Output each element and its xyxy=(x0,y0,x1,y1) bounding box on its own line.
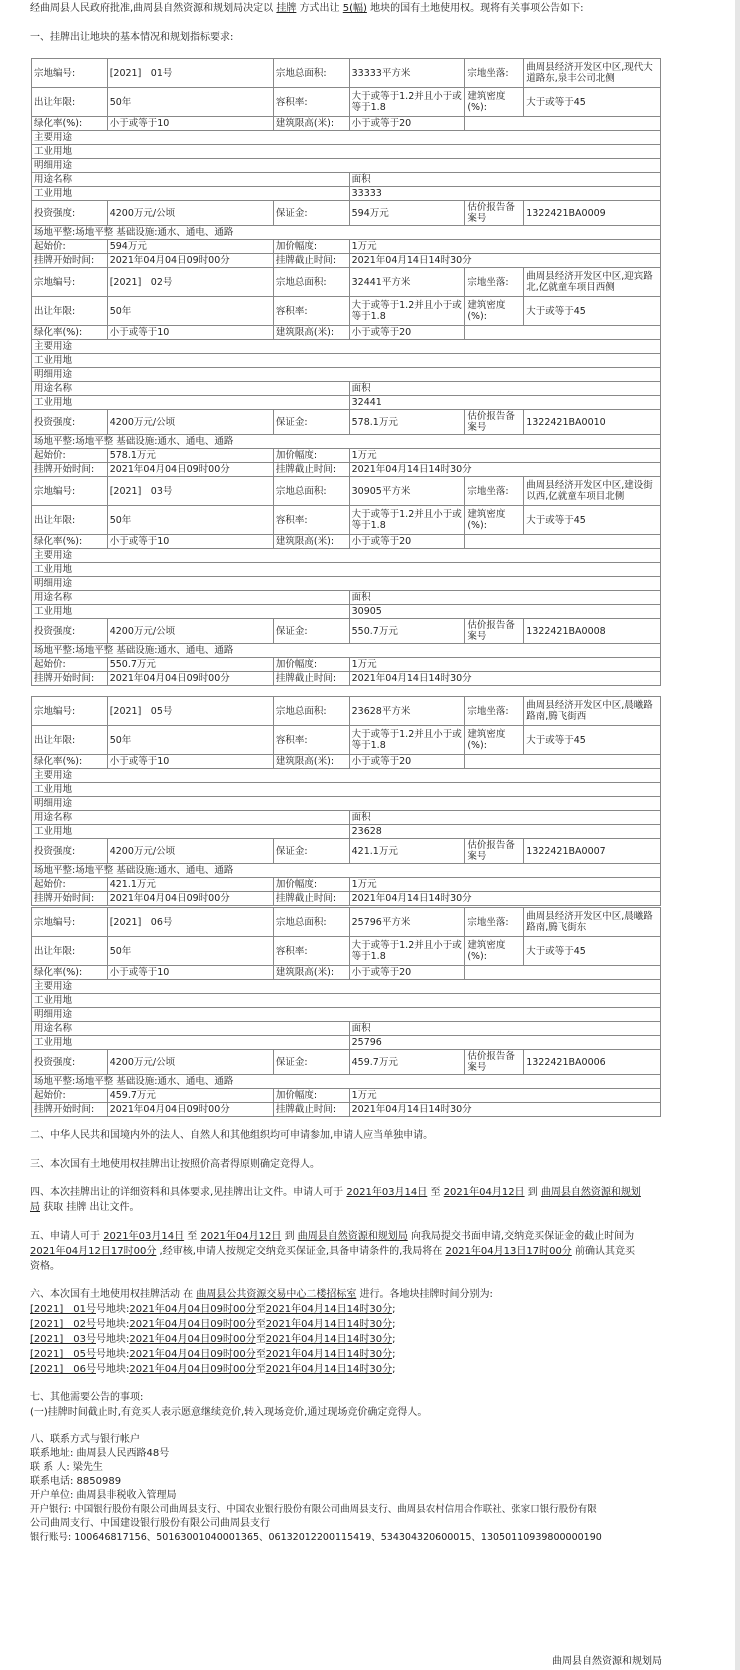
parcel-area: 32441平方米 xyxy=(349,268,465,297)
label-detail-use: 明细用途 xyxy=(32,577,661,591)
parcel-end-time: 2021年04月14日14时30分 xyxy=(349,463,660,477)
label-invest: 投资强度: xyxy=(32,410,108,435)
parcel-area: 25796平方米 xyxy=(349,908,465,937)
parcel-use-area: 33333 xyxy=(349,187,660,201)
sec5-text4: 前确认其竞买 xyxy=(575,1246,635,1257)
parcel-site: 场地平整 基础设施:通水、通电、通路 xyxy=(75,645,234,656)
label-start-price: 起始价: xyxy=(32,449,108,463)
contact-address: 联系地址: 曲周县人民西路48号 xyxy=(30,1448,170,1459)
schedule-mid: 号地块: xyxy=(95,1334,130,1345)
intro-method: 挂牌 xyxy=(276,3,297,14)
intro-count: 5(幅) xyxy=(342,3,367,14)
label-report: 估价报告备案号 xyxy=(465,839,524,864)
label-invest: 投资强度: xyxy=(32,201,108,226)
schedule-to: 至 xyxy=(255,1319,266,1330)
schedule-semicolon: ; xyxy=(392,1349,396,1360)
parcel-start-price: 421.1万元 xyxy=(107,878,273,892)
parcel-end-time: 2021年04月14日14时30分 xyxy=(349,892,660,906)
parcel-start-price: 578.1万元 xyxy=(107,449,273,463)
label-green: 绿化率(%): xyxy=(32,755,108,769)
parcel-table xyxy=(31,476,661,686)
parcel-location: 曲周县经济开发区中区,迎宾路北,亿就童车项目西侧 xyxy=(524,268,661,297)
label-industrial-use: 工业用地 xyxy=(32,396,350,410)
label-location: 宗地坐落: xyxy=(465,908,524,937)
label-location: 宗地坐落: xyxy=(465,268,524,297)
parcel-location: 曲周县经济开发区中区,现代大道路东,泉丰公司北侧 xyxy=(524,59,661,88)
parcel-far: 大于或等于1.2并且小于或等于1.8 xyxy=(349,937,465,966)
label-far: 容积率: xyxy=(273,726,349,755)
section3: 三、本次国有土地使用权挂牌出让按照价高者得原则确定竞得人。 xyxy=(30,1159,320,1170)
label-detail-use: 明细用途 xyxy=(32,368,661,382)
label-increment: 加价幅度: xyxy=(273,1089,349,1103)
parcel-invest: 4200万元/公顷 xyxy=(107,201,273,226)
label-increment: 加价幅度: xyxy=(273,240,349,254)
parcel-deposit: 578.1万元 xyxy=(349,410,465,435)
label-report: 估价报告备案号 xyxy=(465,201,524,226)
label-industrial: 工业用地 xyxy=(32,783,661,797)
label-density: 建筑密度(%): xyxy=(465,506,524,535)
parcel-location: 曲周县经济开发区中区,建设街以西,亿就童车项目北侧 xyxy=(524,477,661,506)
section5-line3: 资格。 xyxy=(30,1261,60,1272)
label-site: 场地平整: xyxy=(34,227,76,238)
parcel-increment: 1万元 xyxy=(349,878,660,892)
schedule-parcel-no: [2021] 03号 xyxy=(30,1334,96,1345)
section5-line2 xyxy=(30,1244,670,1260)
label-start-time: 挂牌开始时间: xyxy=(32,254,108,268)
label-location: 宗地坐落: xyxy=(465,59,524,88)
parcel-location: 曲周县经济开发区中区,晨曦路路南,腾飞街西 xyxy=(524,697,661,726)
parcel-start-time: 2021年04月04日09时00分 xyxy=(107,1103,273,1117)
schedule-row xyxy=(30,1347,670,1363)
parcel-height: 小于或等于20 xyxy=(349,535,465,549)
sec5-date-end: 2021年04月12日 xyxy=(200,1231,282,1242)
schedule-start: 2021年04月04日09时00分 xyxy=(129,1319,256,1330)
empty-cell xyxy=(465,966,661,980)
label-location: 宗地坐落: xyxy=(465,477,524,506)
parcel-site: 场地平整 基础设施:通水、通电、通路 xyxy=(75,865,234,876)
label-height: 建筑限高(米): xyxy=(273,326,349,340)
parcel-term: 50年 xyxy=(107,88,273,117)
parcel-green: 小于或等于10 xyxy=(107,535,273,549)
sec5-text3: ,经审核,申请人按规定交纳竞买保证金,具备申请条件的,我局将在 xyxy=(159,1246,443,1257)
label-deposit: 保证金: xyxy=(273,839,349,864)
parcel-density: 大于或等于45 xyxy=(524,297,661,326)
empty-cell xyxy=(465,755,661,769)
sec5-text2: 向我局提交书面申请,交纳竞买保证金的截止时间为 xyxy=(410,1231,635,1242)
label-total-area: 宗地总面积: xyxy=(273,268,349,297)
label-end-time: 挂牌截止时间: xyxy=(273,892,349,906)
parcel-report: 1322421BA0008 xyxy=(524,619,661,644)
label-term: 出让年限: xyxy=(32,506,108,535)
label-use-name: 用途名称 xyxy=(32,173,350,187)
account-banks: 开户银行: 中国银行股份有限公司曲周县支行、中国农业银行股份有限公司曲周县支行、曲周县农村信用合作联社、张家口银行股份有限 xyxy=(30,1504,597,1515)
label-industrial: 工业用地 xyxy=(32,563,661,577)
scrollbar[interactable] xyxy=(735,0,740,1670)
schedule-mid: 号地块: xyxy=(95,1304,130,1315)
sec4-org: 曲周县自然资源和规划 xyxy=(540,1187,641,1198)
label-industrial-use: 工业用地 xyxy=(32,187,350,201)
sec5-confirm-deadline: 2021年04月13日17时00分 xyxy=(445,1246,572,1257)
label-term: 出让年限: xyxy=(32,297,108,326)
schedule-row xyxy=(30,1332,670,1348)
label-main-use: 主要用途 xyxy=(32,769,661,783)
parcel-far: 大于或等于1.2并且小于或等于1.8 xyxy=(349,297,465,326)
parcel-green: 小于或等于10 xyxy=(107,755,273,769)
label-industrial: 工业用地 xyxy=(32,994,661,1008)
schedule-end: 2021年04月14日14时30分 xyxy=(265,1304,393,1315)
parcel-end-time: 2021年04月14日14时30分 xyxy=(349,1103,660,1117)
parcel-start-price: 550.7万元 xyxy=(107,658,273,672)
schedule-parcel-no: [2021] 05号 xyxy=(30,1349,96,1360)
label-increment: 加价幅度: xyxy=(273,449,349,463)
sec5-at: 到 xyxy=(284,1231,295,1242)
schedule-semicolon: ; xyxy=(392,1304,396,1315)
label-use-name: 用途名称 xyxy=(32,811,350,825)
label-term: 出让年限: xyxy=(32,937,108,966)
empty-cell xyxy=(465,117,661,131)
label-report: 估价报告备案号 xyxy=(465,1050,524,1075)
schedule-start: 2021年04月04日09时00分 xyxy=(129,1364,256,1375)
label-industrial: 工业用地 xyxy=(32,354,661,368)
label-parcel-no: 宗地编号: xyxy=(32,477,108,506)
parcel-report: 1322421BA0006 xyxy=(524,1050,661,1075)
schedule-row xyxy=(30,1362,670,1378)
label-use-name: 用途名称 xyxy=(32,591,350,605)
label-far: 容积率: xyxy=(273,937,349,966)
schedule-parcel-no: [2021] 02号 xyxy=(30,1319,96,1330)
parcel-height: 小于或等于20 xyxy=(349,755,465,769)
parcel-report: 1322421BA0007 xyxy=(524,839,661,864)
schedule-to: 至 xyxy=(255,1334,266,1345)
parcel-no: [2021] 01号 xyxy=(107,59,273,88)
label-main-use: 主要用途 xyxy=(32,340,661,354)
label-green: 绿化率(%): xyxy=(32,966,108,980)
label-main-use: 主要用途 xyxy=(32,131,661,145)
label-green: 绿化率(%): xyxy=(32,326,108,340)
schedule-semicolon: ; xyxy=(392,1364,396,1375)
schedule-row xyxy=(30,1302,670,1318)
contact-phone: 联系电话: 8850989 xyxy=(30,1476,122,1487)
parcel-invest: 4200万元/公顷 xyxy=(107,1050,273,1075)
label-report: 估价报告备案号 xyxy=(465,619,524,644)
label-height: 建筑限高(米): xyxy=(273,755,349,769)
parcel-no: [2021] 03号 xyxy=(107,477,273,506)
parcel-density: 大于或等于45 xyxy=(524,506,661,535)
label-deposit: 保证金: xyxy=(273,410,349,435)
parcel-start-time: 2021年04月04日09时00分 xyxy=(107,672,273,686)
label-site: 场地平整: xyxy=(34,645,76,656)
parcel-use-area: 23628 xyxy=(349,825,660,839)
parcel-site: 场地平整 基础设施:通水、通电、通路 xyxy=(75,1076,234,1087)
label-end-time: 挂牌截止时间: xyxy=(273,1103,349,1117)
parcel-green: 小于或等于10 xyxy=(107,966,273,980)
parcel-far: 大于或等于1.2并且小于或等于1.8 xyxy=(349,726,465,755)
parcel-no: [2021] 02号 xyxy=(107,268,273,297)
label-far: 容积率: xyxy=(273,88,349,117)
label-main-use: 主要用途 xyxy=(32,549,661,563)
label-detail-use: 明细用途 xyxy=(32,1008,661,1022)
label-far: 容积率: xyxy=(273,297,349,326)
schedule-parcel-no: [2021] 01号 xyxy=(30,1304,96,1315)
schedule-start: 2021年04月04日09时00分 xyxy=(129,1304,256,1315)
label-deposit: 保证金: xyxy=(273,1050,349,1075)
label-industrial-use: 工业用地 xyxy=(32,825,350,839)
sec5-date-start: 2021年03月14日 xyxy=(103,1231,185,1242)
label-start-price: 起始价: xyxy=(32,240,108,254)
parcel-term: 50年 xyxy=(107,506,273,535)
label-main-use: 主要用途 xyxy=(32,980,661,994)
label-total-area: 宗地总面积: xyxy=(273,477,349,506)
schedule-start: 2021年04月04日09时00分 xyxy=(129,1349,256,1360)
schedule-to: 至 xyxy=(255,1364,266,1375)
label-use-name: 用途名称 xyxy=(32,1022,350,1036)
sec4-date-start: 2021年03月14日 xyxy=(346,1187,428,1198)
parcel-use-area: 32441 xyxy=(349,396,660,410)
parcel-deposit: 421.1万元 xyxy=(349,839,465,864)
label-location: 宗地坐落: xyxy=(465,697,524,726)
label-report: 估价报告备案号 xyxy=(465,410,524,435)
schedule-mid: 号地块: xyxy=(95,1364,130,1375)
account-banks-2: 公司曲周支行、中国建设银行股份有限公司曲周县支行 xyxy=(30,1518,270,1529)
section7-title: 七、其他需要公告的事项: xyxy=(30,1392,144,1403)
parcel-start-price: 594万元 xyxy=(107,240,273,254)
parcel-increment: 1万元 xyxy=(349,449,660,463)
label-height: 建筑限高(米): xyxy=(273,966,349,980)
label-invest: 投资强度: xyxy=(32,619,108,644)
parcel-location: 曲周县经济开发区中区,晨曦路路南,腾飞街东 xyxy=(524,908,661,937)
label-industrial-use: 工业用地 xyxy=(32,1036,350,1050)
label-site: 场地平整: xyxy=(34,1076,76,1087)
parcel-no: [2021] 06号 xyxy=(107,908,273,937)
parcel-table xyxy=(31,696,661,906)
parcel-start-time: 2021年04月04日09时00分 xyxy=(107,463,273,477)
label-site: 场地平整: xyxy=(34,865,76,876)
label-detail-use: 明细用途 xyxy=(32,797,661,811)
sec4-text: 四、本次挂牌出让的详细资料和具体要求,见挂牌出让文件。申请人可于 xyxy=(30,1187,344,1198)
schedule-to: 至 xyxy=(255,1349,266,1360)
schedule-end: 2021年04月14日14时30分 xyxy=(265,1319,393,1330)
label-total-area: 宗地总面积: xyxy=(273,908,349,937)
parcel-use-area: 30905 xyxy=(349,605,660,619)
schedule-end: 2021年04月14日14时30分 xyxy=(265,1334,393,1345)
parcel-deposit: 459.7万元 xyxy=(349,1050,465,1075)
site-row xyxy=(32,644,661,658)
label-height: 建筑限高(米): xyxy=(273,117,349,131)
parcel-green: 小于或等于10 xyxy=(107,326,273,340)
sec4-to: 至 xyxy=(430,1187,441,1198)
label-start-time: 挂牌开始时间: xyxy=(32,1103,108,1117)
parcel-invest: 4200万元/公顷 xyxy=(107,410,273,435)
parcel-increment: 1万元 xyxy=(349,658,660,672)
parcel-height: 小于或等于20 xyxy=(349,117,465,131)
sec5-org: 曲周县自然资源和规划局 xyxy=(297,1231,408,1242)
sec5-deposit-deadline: 2021年04月12日17时00分 xyxy=(30,1246,157,1257)
parcel-invest: 4200万元/公顷 xyxy=(107,839,273,864)
parcel-height: 小于或等于20 xyxy=(349,326,465,340)
intro-paragraph xyxy=(30,1,670,17)
label-area: 面积 xyxy=(349,811,660,825)
label-increment: 加价幅度: xyxy=(273,878,349,892)
label-start-time: 挂牌开始时间: xyxy=(32,463,108,477)
label-area: 面积 xyxy=(349,591,660,605)
label-area: 面积 xyxy=(349,382,660,396)
label-parcel-no: 宗地编号: xyxy=(32,268,108,297)
intro-prefix: 经曲周县人民政府批准,曲周县自然资源和规划局决定以 xyxy=(30,3,274,14)
parcel-increment: 1万元 xyxy=(349,240,660,254)
section6 xyxy=(30,1287,670,1303)
site-row xyxy=(32,226,661,240)
label-start-time: 挂牌开始时间: xyxy=(32,892,108,906)
label-start-price: 起始价: xyxy=(32,878,108,892)
sec6-text2: 进行。各地块挂牌时间分别为: xyxy=(359,1289,493,1300)
empty-cell xyxy=(465,326,661,340)
parcel-term: 50年 xyxy=(107,726,273,755)
sec6-text: 六、本次国有土地使用权挂牌活动 在 xyxy=(30,1289,194,1300)
label-use-name: 用途名称 xyxy=(32,382,350,396)
schedule-parcel-no: [2021] 06号 xyxy=(30,1364,96,1375)
parcel-far: 大于或等于1.2并且小于或等于1.8 xyxy=(349,506,465,535)
parcel-start-time: 2021年04月04日09时00分 xyxy=(107,892,273,906)
schedule-end: 2021年04月14日14时30分 xyxy=(265,1364,393,1375)
account-unit: 开户单位: 曲周县非税收入管理局 xyxy=(30,1490,177,1501)
schedule-mid: 号地块: xyxy=(95,1319,130,1330)
signature: 曲周县自然资源和规划局 xyxy=(552,1656,662,1667)
site-row xyxy=(32,864,661,878)
parcel-density: 大于或等于45 xyxy=(524,937,661,966)
parcel-start-price: 459.7万元 xyxy=(107,1089,273,1103)
parcel-deposit: 594万元 xyxy=(349,201,465,226)
schedule-to: 至 xyxy=(255,1304,266,1315)
parcel-site: 场地平整 基础设施:通水、通电、通路 xyxy=(75,227,234,238)
site-row xyxy=(32,1075,661,1089)
label-parcel-no: 宗地编号: xyxy=(32,697,108,726)
label-end-time: 挂牌截止时间: xyxy=(273,254,349,268)
parcel-start-time: 2021年04月04日09时00分 xyxy=(107,254,273,268)
parcel-height: 小于或等于20 xyxy=(349,966,465,980)
parcel-green: 小于或等于10 xyxy=(107,117,273,131)
label-start-price: 起始价: xyxy=(32,658,108,672)
section4-line2 xyxy=(30,1200,670,1216)
parcel-site: 场地平整 基础设施:通水、通电、通路 xyxy=(75,436,234,447)
label-detail-use: 明细用途 xyxy=(32,159,661,173)
label-density: 建筑密度(%): xyxy=(465,297,524,326)
parcel-far: 大于或等于1.2并且小于或等于1.8 xyxy=(349,88,465,117)
section4 xyxy=(30,1185,670,1201)
sec5-text: 五、申请人可于 xyxy=(30,1231,100,1242)
parcel-end-time: 2021年04月14日14时30分 xyxy=(349,254,660,268)
schedule-semicolon: ; xyxy=(392,1319,396,1330)
label-site: 场地平整: xyxy=(34,436,76,447)
parcel-area: 33333平方米 xyxy=(349,59,465,88)
label-deposit: 保证金: xyxy=(273,619,349,644)
parcel-end-time: 2021年04月14日14时30分 xyxy=(349,672,660,686)
contact-person: 联 系 人: 梁先生 xyxy=(30,1462,103,1473)
label-invest: 投资强度: xyxy=(32,1050,108,1075)
label-density: 建筑密度(%): xyxy=(465,726,524,755)
section8-title: 八、联系方式与银行帐户 xyxy=(30,1434,140,1445)
section2: 二、中华人民共和国境内外的法人、自然人和其他组织均可申请参加,申请人应当单独申请。 xyxy=(30,1130,434,1141)
label-industrial: 工业用地 xyxy=(32,145,661,159)
account-numbers: 银行账号: 100646817156、50163001040001365、06132012200115419、534304320600015、13050110939800000190 xyxy=(30,1532,602,1543)
parcel-area: 30905平方米 xyxy=(349,477,465,506)
parcel-invest: 4200万元/公顷 xyxy=(107,619,273,644)
label-density: 建筑密度(%): xyxy=(465,937,524,966)
label-total-area: 宗地总面积: xyxy=(273,59,349,88)
parcel-report: 1322421BA0010 xyxy=(524,410,661,435)
label-term: 出让年限: xyxy=(32,88,108,117)
parcel-use-area: 25796 xyxy=(349,1036,660,1050)
label-area: 面积 xyxy=(349,173,660,187)
section1-title: 一、挂牌出让地块的基本情况和规划指标要求: xyxy=(30,32,234,43)
parcel-table xyxy=(31,58,661,268)
sec6-place: 曲周县公共资源交易中心二楼招标室 xyxy=(196,1289,357,1300)
section5 xyxy=(30,1229,670,1245)
site-row xyxy=(32,435,661,449)
parcel-no: [2021] 05号 xyxy=(107,697,273,726)
schedule-end: 2021年04月14日14时30分 xyxy=(265,1349,393,1360)
parcel-density: 大于或等于45 xyxy=(524,88,661,117)
sec4-at: 到 xyxy=(527,1187,538,1198)
parcel-report: 1322421BA0009 xyxy=(524,201,661,226)
label-parcel-no: 宗地编号: xyxy=(32,59,108,88)
label-start-time: 挂牌开始时间: xyxy=(32,672,108,686)
label-green: 绿化率(%): xyxy=(32,117,108,131)
label-green: 绿化率(%): xyxy=(32,535,108,549)
parcel-term: 50年 xyxy=(107,937,273,966)
label-deposit: 保证金: xyxy=(273,201,349,226)
schedule-row xyxy=(30,1317,670,1333)
label-end-time: 挂牌截止时间: xyxy=(273,672,349,686)
schedule-semicolon: ; xyxy=(392,1334,396,1345)
parcel-density: 大于或等于45 xyxy=(524,726,661,755)
label-density: 建筑密度(%): xyxy=(465,88,524,117)
parcel-table xyxy=(31,907,661,1117)
label-term: 出让年限: xyxy=(32,726,108,755)
empty-cell xyxy=(465,535,661,549)
schedule-start: 2021年04月04日09时00分 xyxy=(129,1334,256,1345)
label-height: 建筑限高(米): xyxy=(273,535,349,549)
parcel-table xyxy=(31,267,661,477)
intro-middle: 方式出让 xyxy=(299,3,340,14)
label-far: 容积率: xyxy=(273,506,349,535)
parcel-increment: 1万元 xyxy=(349,1089,660,1103)
sec4-line2-text: 获取 挂牌 出让文件。 xyxy=(43,1202,140,1213)
label-invest: 投资强度: xyxy=(32,839,108,864)
intro-suffix: 地块的国有土地使用权。现将有关事项公告如下: xyxy=(370,3,584,14)
label-increment: 加价幅度: xyxy=(273,658,349,672)
sec5-to: 至 xyxy=(187,1231,198,1242)
parcel-term: 50年 xyxy=(107,297,273,326)
label-area: 面积 xyxy=(349,1022,660,1036)
label-parcel-no: 宗地编号: xyxy=(32,908,108,937)
parcel-deposit: 550.7万元 xyxy=(349,619,465,644)
label-end-time: 挂牌截止时间: xyxy=(273,463,349,477)
sec4-date-end: 2021年04月12日 xyxy=(443,1187,525,1198)
schedule-mid: 号地块: xyxy=(95,1349,130,1360)
parcel-area: 23628平方米 xyxy=(349,697,465,726)
label-start-price: 起始价: xyxy=(32,1089,108,1103)
section7-item: (一)挂牌时间截止时,有竞买人表示愿意继续竞价,转入现场竞价,通过现场竞价确定竞得人。 xyxy=(30,1407,428,1418)
sec4-org-tail: 局 xyxy=(30,1202,40,1213)
label-industrial-use: 工业用地 xyxy=(32,605,350,619)
label-total-area: 宗地总面积: xyxy=(273,697,349,726)
